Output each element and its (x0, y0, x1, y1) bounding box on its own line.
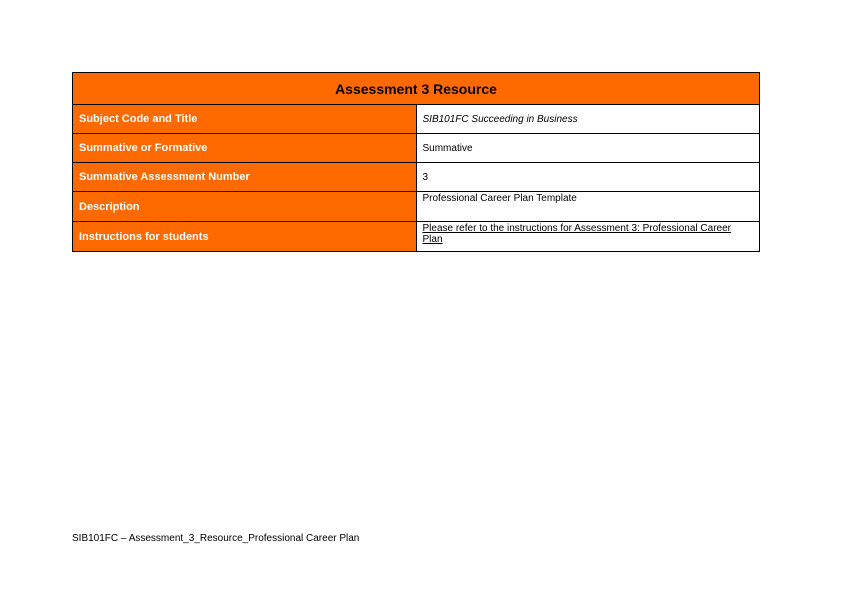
table-row (73, 163, 760, 192)
assessment-resource-table (72, 72, 760, 252)
row-value-subject: SIB101FC Succeeding in Business (416, 105, 760, 134)
row-value-summative: Summative (416, 134, 760, 163)
row-label-instructions: Instructions for students (73, 222, 417, 252)
instructions-link[interactable]: Please refer to the instructions for Assessment 3: Professional Career Plan (422, 223, 731, 245)
row-label-subject: Subject Code and Title (73, 105, 417, 134)
row-value-assessment-number: 3 (416, 163, 760, 192)
table-title: Assessment 3 Resource (73, 73, 760, 105)
row-value-description: Professional Career Plan Template (416, 192, 760, 222)
row-value-instructions (416, 222, 760, 252)
row-label-description: Description (73, 192, 417, 222)
row-label-assessment-number: Summative Assessment Number (73, 163, 417, 192)
table-row (73, 222, 760, 252)
page-footer: SIB101FC – Assessment_3_Resource_Professional Career Plan (72, 533, 360, 544)
table-title-row (73, 73, 760, 105)
table-row (73, 105, 760, 134)
row-label-summative: Summative or Formative (73, 134, 417, 163)
table-row (73, 134, 760, 163)
table-row (73, 192, 760, 222)
